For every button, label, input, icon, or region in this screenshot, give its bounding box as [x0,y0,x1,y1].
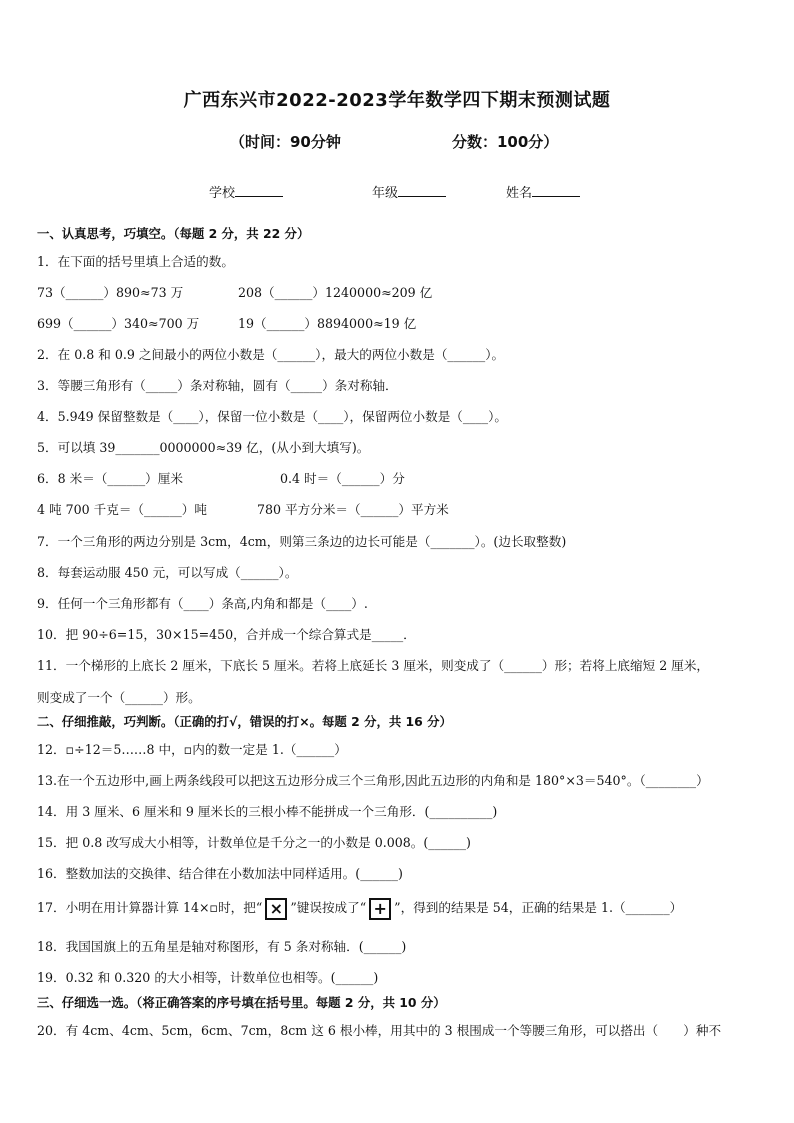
section-2-heading: 二、仔细推敲，巧判断。（正确的打√，错误的打×。每题 2 分，共 16 分） [37,714,452,729]
question-19: 19．0.32 和 0.320 的大小相等，计数单位也相等。(______) [37,970,379,985]
school-field [209,182,283,201]
grade-blank[interactable] [398,184,446,197]
question-6a: 6．8 米＝（______）厘米 [37,471,183,486]
question-3: 3．等腰三角形有（_____）条对称轴，圆有（_____）条对称轴． [37,378,398,393]
question-1c: 699（______）340≈700 万 [37,316,200,331]
exam-time: （时间：90分钟 [230,133,341,151]
question-7: 7．一个三角形的两边分别是 3cm，4cm，则第三条边的边长可能是（_______）。(边长取整数) [37,534,567,549]
question-17-mid: ”键误按成了“ [290,900,367,915]
question-4: 4．5.949 保留整数是（____），保留一位小数是（____），保留两位小数是（____）。 [37,409,507,424]
question-6b: 0.4 时＝（______）分 [280,471,405,486]
name-field [506,182,580,201]
question-2: 2．在 0.8 和 0.9 之间最小的两位小数是（______），最大的两位小数是（______）。 [37,347,505,362]
grade-field [372,182,446,201]
question-12: 12．▫÷12＝5……8 中，▫内的数一定是 1.（______） [37,742,347,757]
question-5: 5．可以填 39_______0000000≈39 亿，(从小到大填写)。 [37,440,370,455]
question-1: 1．在下面的括号里填上合适的数。 [37,254,234,269]
question-6c: 4 吨 700 千克＝（______）吨 [37,502,207,517]
question-20: 20．有 4cm、4cm、5cm，6cm、7cm，8cm 这 6 根小棒，用其中的 3 根围成一个等腰三角形，可以搭出（ ）种不 [37,1023,722,1038]
name-blank[interactable] [532,184,580,197]
question-14: 14．用 3 厘米、6 厘米和 9 厘米长的三根小棒不能拼成一个三角形．(__________) [37,804,498,819]
section-3-heading: 三、仔细选一选。（将正确答案的序号填在括号里。每题 2 分，共 10 分） [37,995,446,1010]
question-16: 16．整数加法的交换律、结合律在小数加法中同样适用。(______) [37,866,403,881]
multiply-key-icon: × [265,898,287,920]
grade-label: 年级 [372,186,399,201]
question-15: 15．把 0.8 改写成大小相等，计数单位是千分之一的小数是 0.008。(______) [37,835,471,850]
question-1b: 208（______）1240000≈209 亿 [238,285,433,300]
question-9: 9．任何一个三角形都有（____）条高,内角和都是（____）. [37,596,368,611]
question-11-line-1: 11．一个梯形的上底长 2 厘米，下底长 5 厘米。若将上底延长 3 厘米，则变成了（______）形；若将上底缩短 2 厘米， [37,658,710,673]
name-label: 姓名 [506,186,533,201]
plus-key-icon: + [369,898,391,920]
question-17 [37,897,682,920]
question-10: 10．把 90÷6=15，30×15=450，合并成一个综合算式是_____． [37,627,416,642]
question-18: 18．我国国旗上的五角星是轴对称图形，有 5 条对称轴．(______) [37,939,407,954]
exam-score: 分数：100分） [452,133,559,151]
question-1d: 19（______）8894000≈19 亿 [238,316,417,331]
school-blank[interactable] [235,184,283,197]
question-17-pre: 17．小明在用计算器计算 14×▫时，把“ [37,900,263,915]
question-11-line-2: 则变成了一个（______）形。 [37,690,201,705]
section-1-heading: 一、认真思考，巧填空。（每题 2 分，共 22 分） [37,226,310,241]
question-1a: 73（______）890≈73 万 [37,285,184,300]
question-8: 8．每套运动服 450 元，可以写成（______）。 [37,565,298,580]
question-17-post: ”，得到的结果是 54，正确的结果是 1.（_______） [394,900,683,915]
question-13: 13.在一个五边形中,画上两条线段可以把这五边形分成三个三角形,因此五边形的内角和是 180°×3＝540°。（________） [37,773,709,788]
school-label: 学校 [209,186,236,201]
page-title: 广西东兴市2022-2023学年数学四下期末预测试题 [183,90,611,111]
question-6d: 780 平方分米＝（______）平方米 [257,502,449,517]
